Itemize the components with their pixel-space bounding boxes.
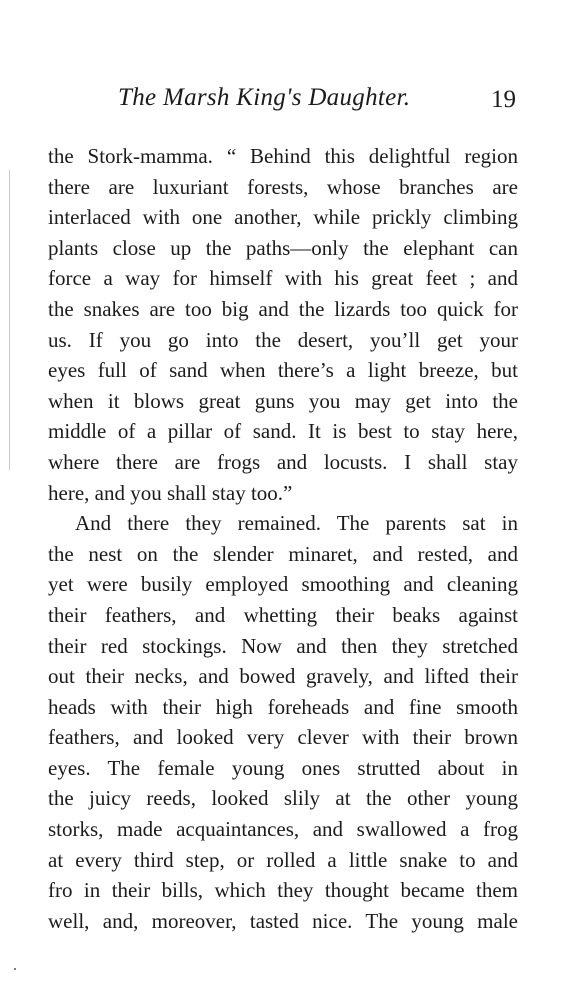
text-line: when it blows great guns you may get into the [48,388,518,413]
text-line: at every third step, or rolled a little snake to and [48,847,518,872]
body-text [48,141,518,936]
text-line: eyes full of sand when there’s a light breeze, but [48,358,518,383]
text-line: where there are frogs and locusts. I shall stay [48,449,518,474]
text-line: their red stockings. Now and then they stretched [48,633,518,658]
text-line: feathers, and looked very clever with their brown [48,725,518,750]
text-line: their feathers, and whetting their beaks against [48,602,518,627]
text-line: the Stork-mamma. “ Behind this delightful region [48,144,518,168]
text-line: well, and, moreover, tasted nice. The young male [48,908,518,933]
page-number: 19 [491,86,516,113]
text-line: And there they remained. The parents sat in [75,511,518,536]
text-line: storks, made acquaintances, and swallowed a frog [48,817,518,842]
text-line: out their necks, and bowed gravely, and lifted their [48,664,518,689]
text-line: fro in their bills, which they thought became them [48,878,518,903]
page-edge-shadow [9,170,10,470]
text-line: interlaced with one another, while prickly climbing [48,205,518,230]
running-title: The Marsh King's Daughter. [118,84,411,111]
text-line: us. If you go into the desert, you’ll get your [48,327,518,352]
text-line: force a way for himself with his great feet ; and [48,266,518,291]
text-line: the juicy reeds, looked slily at the other young [48,786,518,811]
print-speck [14,968,16,970]
text-line: eyes. The female young ones strutted about in [48,755,518,780]
page-header [118,84,522,118]
text-line: the nest on the slender minaret, and rested, and [48,541,518,566]
text-line: heads with their high foreheads and fine smooth [48,694,518,719]
text-line: here, and you shall stay too.” [48,480,293,505]
text-line: middle of a pillar of sand. It is best to stay here, [48,419,518,444]
text-line: there are luxuriant forests, whose branches are [48,174,518,199]
text-line: yet were busily employed smoothing and cleaning [48,572,518,597]
text-line: the snakes are too big and the lizards too quick for [48,296,518,321]
text-line: plants close up the paths—only the elephant can [48,235,518,260]
